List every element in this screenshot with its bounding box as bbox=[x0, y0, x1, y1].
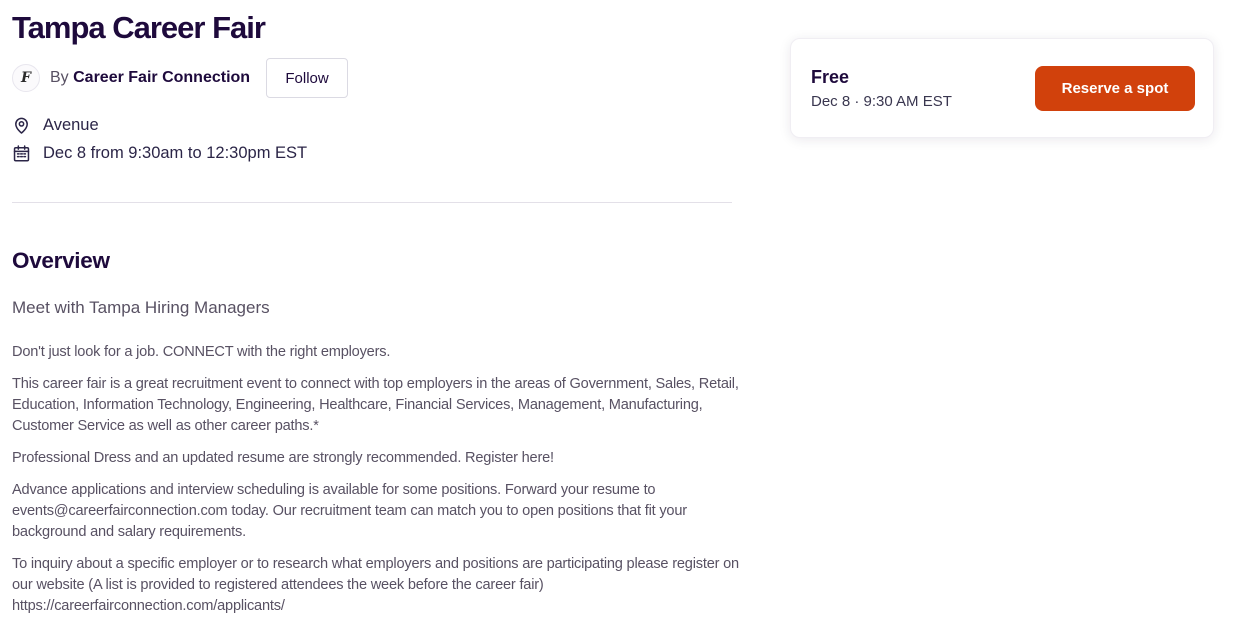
overview-subheading: Meet with Tampa Hiring Managers bbox=[12, 298, 270, 317]
event-main-column bbox=[12, 0, 740, 623]
organizer-row bbox=[12, 58, 740, 98]
page-title: Tampa Career Fair bbox=[12, 10, 265, 45]
location-row bbox=[12, 114, 740, 136]
checkout-card bbox=[790, 38, 1214, 138]
overview-paragraph: Don't just look for a job. CONNECT with the right employers. bbox=[12, 344, 391, 360]
reserve-a-spot-button[interactable]: Reserve a spot bbox=[1035, 66, 1195, 111]
checkout-datetime: Dec 8 · 9:30 AM EST bbox=[811, 92, 952, 110]
overview-paragraph: To inquiry about a specific employer or to research what employers and positions are participating please register on our website (A list is provided to registered attendees the week before the career fair) https://careerfairconnection.com/applicants/ bbox=[12, 556, 739, 614]
organizer-link[interactable]: Career Fair Connection bbox=[73, 69, 251, 86]
overview-heading: Overview bbox=[12, 248, 110, 273]
by-label: By bbox=[50, 69, 69, 86]
location-text: Avenue bbox=[43, 115, 99, 134]
price-label: Free bbox=[811, 66, 850, 87]
organizer-avatar bbox=[12, 64, 40, 92]
organizer-byline bbox=[50, 69, 250, 87]
overview-paragraph: Advance applications and interview scheduling is available for some positions. Forward your resume to events@careerfairconnection.com today. Our recruitment team can match you to open positions that fit your background and salary requirements. bbox=[12, 482, 687, 540]
datetime-row bbox=[12, 142, 740, 164]
follow-button[interactable]: Follow bbox=[266, 58, 348, 98]
overview-body bbox=[12, 342, 740, 617]
overview-paragraph: Professional Dress and an updated resume are strongly recommended. Register here! bbox=[12, 450, 554, 466]
location-pin-icon bbox=[12, 116, 31, 135]
calendar-icon bbox=[12, 144, 31, 163]
overview-paragraph: This career fair is a great recruitment event to connect with top employers in the areas of Government, Sales, Retail, Education, Information Technology, Engineering, Healthcare, Financial Services, Management, Manufacturing, Customer Service as well as other career paths.* bbox=[12, 376, 739, 434]
event-info-rows bbox=[12, 114, 740, 164]
section-divider bbox=[12, 202, 732, 203]
organizer-avatar-letter: F bbox=[21, 70, 31, 86]
checkout-card-info bbox=[811, 67, 952, 110]
event-datetime-text: Dec 8 from 9:30am to 12:30pm EST bbox=[43, 143, 308, 162]
